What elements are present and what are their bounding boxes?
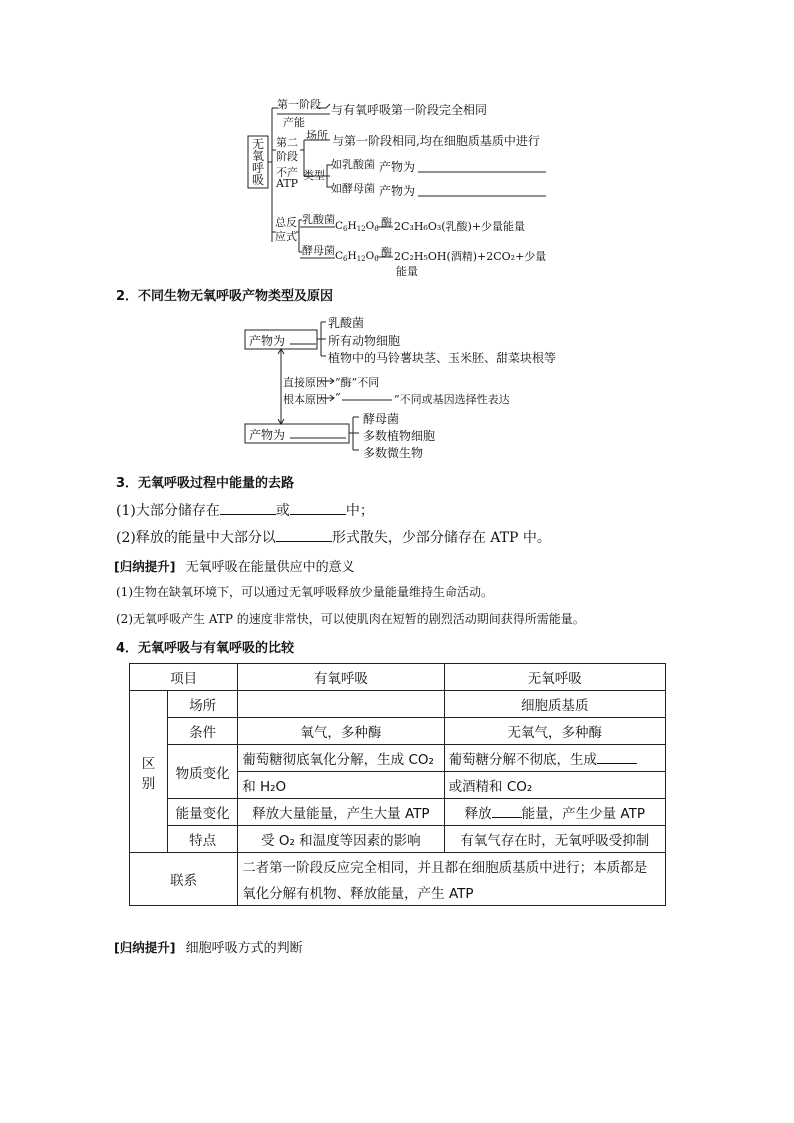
eq2-tail: 能量: [396, 265, 418, 278]
summary1-title-text: 无氧呼吸在能量供应中的意义: [185, 560, 355, 575]
row-material-aerobic-b: 和 H₂O: [238, 772, 444, 799]
stage1-desc: 与有氧呼吸第一阶段完全相同: [331, 103, 488, 117]
direct-cause: 直接原因: [283, 376, 327, 389]
link-b: 氧化分解有机物、释放能量，产生 ATP: [238, 879, 666, 906]
summary1-p1: (1)生物在缺氧环境下，可以通过无氧呼吸释放少量能量维持生命活动。: [116, 585, 494, 599]
stage2-label-b: 阶段: [276, 150, 298, 163]
direct-cause-result: “酶”不同: [335, 376, 380, 389]
section4-heading: 4．无氧呼吸与有氧呼吸的比较: [116, 641, 295, 656]
section3-heading: 3．无氧呼吸过程中能量的去路: [116, 476, 295, 491]
energy-anaerobic-b: 能量，产生少量 ATP: [521, 806, 645, 822]
row-energy-aerobic: 释放大量能量，产生大量 ATP: [238, 799, 444, 826]
link-label: 联系: [130, 853, 238, 906]
table-row: [130, 691, 666, 718]
yeast: 如酵母菌: [331, 182, 375, 195]
location-label: 场所: [306, 129, 328, 142]
product-is-1: 产物为: [379, 160, 416, 174]
type-label: 类型: [303, 169, 325, 182]
row-feature-anaerobic: 有氧气存在时，无氧呼吸受抑制: [444, 826, 665, 853]
line1-a: (1)大部分储存在: [116, 503, 220, 519]
material-anaerobic-text: 葡萄糖分解不彻底，生成: [448, 752, 598, 768]
svg-text:C6H12O6: C6H12O6: [335, 250, 379, 263]
header-aerobic: 有氧呼吸: [238, 664, 444, 691]
eq1-enzyme: 酶: [381, 216, 392, 229]
group-label: 区别: [130, 691, 168, 853]
box1-label: 产物为: [249, 334, 286, 348]
table-row: [130, 799, 666, 826]
blank-5: [492, 817, 522, 818]
table-row: [130, 853, 666, 880]
row-condition-aerobic: 氧气，多种酶: [238, 718, 444, 745]
row-location-anaerobic: 细胞质基质: [444, 691, 665, 718]
diagram-root: 无氧呼吸: [251, 137, 264, 187]
stage2-label-a: 第二: [276, 136, 298, 149]
row-material-item: 物质变化: [168, 745, 238, 799]
summary1-tag: [归纳提升]: [114, 559, 176, 574]
table-row: [130, 745, 666, 772]
table-row: [130, 826, 666, 853]
header-item: 项目: [130, 664, 238, 691]
box2-label: 产物为: [249, 428, 286, 442]
row-feature-aerobic: 受 O₂ 和温度等因素的影响: [238, 826, 444, 853]
list1-item-1: 乳酸菌: [328, 316, 365, 330]
row-material-aerobic-a: 葡萄糖彻底氧化分解，生成 CO₂: [238, 745, 444, 772]
eq2-enzyme: 酶: [381, 246, 392, 259]
section3-line2: [116, 527, 551, 547]
list1-item-3: 植物中的马铃薯块茎、玉米胚、甜菜块根等: [328, 351, 557, 365]
root-cause-open-quote: “: [335, 391, 341, 404]
header-anaerobic: 无氧呼吸: [444, 664, 665, 691]
list2-item-1: 酵母菌: [363, 412, 400, 426]
product-is-2: 产物为: [379, 184, 416, 198]
row-location-item: 场所: [168, 691, 238, 718]
list1-item-2: 所有动物细胞: [328, 334, 401, 348]
table-header-row: [130, 664, 666, 691]
eq2-org: 酵母菌: [302, 244, 335, 257]
section2-heading: 2．不同生物无氧呼吸产物类型及原因: [116, 289, 334, 304]
line1-c: 中；: [345, 503, 374, 519]
line2-b: 形式散失，少部分储存在 ATP 中。: [331, 530, 551, 546]
root-cause: 根本原因: [283, 393, 327, 406]
line2-a: (2)释放的能量中大部分以: [116, 530, 276, 546]
svg-text:C6H12O6: C6H12O6: [335, 220, 379, 233]
stage1-sub: 产能: [283, 116, 305, 129]
summary1-title: [114, 556, 355, 575]
table-row: [130, 718, 666, 745]
eq2-right: 2C₂H₅OH(酒精)+2CO₂+少量: [394, 250, 547, 263]
list2-item-3: 多数微生物: [363, 446, 424, 460]
row-energy-anaerobic: [444, 799, 665, 826]
row-material-anaerobic-b: 或酒精和 CO₂: [444, 772, 665, 799]
row-condition-item: 条件: [168, 718, 238, 745]
row-feature-item: 特点: [168, 826, 238, 853]
line1-b: 或: [275, 503, 290, 519]
link-a: 二者第一阶段反应完全相同，并且都在细胞质基质中进行；本质都是: [238, 853, 666, 880]
stage2-sub-b: ATP: [276, 177, 299, 190]
blank-1: [220, 514, 276, 515]
row-energy-item: 能量变化: [168, 799, 238, 826]
energy-anaerobic-a: 释放: [464, 806, 492, 822]
row-condition-anaerobic: 无氧气，多种酶: [444, 718, 665, 745]
stage2-sub-a: 不产: [276, 166, 298, 179]
blank-3: [276, 541, 332, 542]
lactic-bacteria: 如乳酸菌: [331, 158, 375, 171]
row-material-anaerobic-a: [444, 745, 665, 772]
total-label-b: 应式: [275, 230, 297, 243]
row-location-aerobic: [238, 691, 444, 718]
summary2-tag: [归纳提升]: [114, 940, 176, 955]
total-label-a: 总反: [275, 216, 297, 229]
blank-2: [290, 514, 346, 515]
location-desc: 与第一阶段相同,均在细胞质基质中进行: [332, 134, 540, 148]
eq1-right: 2C₃H₆O₃(乳酸)+少量能量: [394, 220, 526, 233]
summary1-p2: (2)无氧呼吸产生 ATP 的速度非常快，可以使肌肉在短暂的剧烈活动期间获得所需能量。: [116, 612, 585, 626]
list2-item-2: 多数植物细胞: [363, 429, 436, 443]
comparison-table: [129, 663, 666, 906]
root-cause-result: ”不同或基因选择性表达: [394, 393, 510, 406]
section3-line1: [116, 500, 374, 520]
summary2-title: [114, 937, 303, 956]
stage1-label: 第一阶段: [277, 98, 321, 111]
blank-4: [597, 763, 637, 764]
eq1-org: 乳酸菌: [302, 213, 335, 226]
summary2-title-text: 细胞呼吸方式的判断: [185, 941, 303, 956]
